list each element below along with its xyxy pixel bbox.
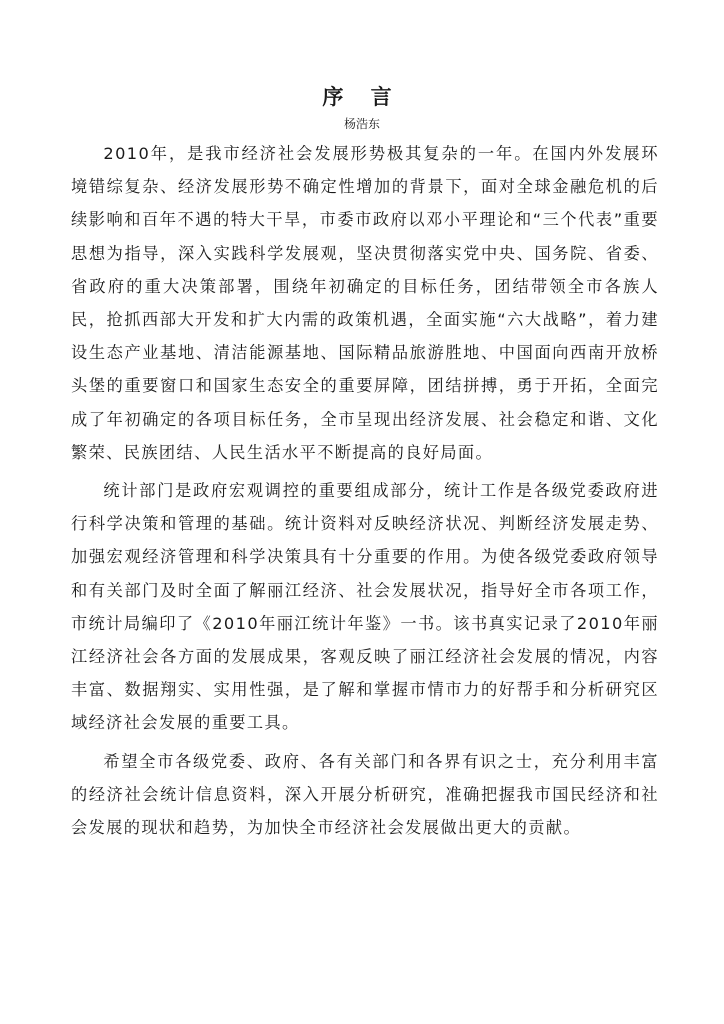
paragraph-1: 2010年，是我市经济社会发展形势极其复杂的一年。在国内外发展环境错综复杂、经济发展形势不确定性增加的背景下，面对全球金融危机的后续影响和百年不遇的特大干旱，市委市政府以邓小平理论和“三个代表”重要思想为指导，深入实践科学发展观，坚决贯彻落实党中央、国务院、省委、省政府的重大决策部署，围绕年初确定的目标任务，团结带领全市各族人民，抢抓西部大开发和扩大内需的政策机遇，全面实施“六大战略”，着力建设生态产业基地、清洁能源基地、国际精品旅游胜地、中国面向西南开放桥头堡的重要窗口和国家生态安全的重要屏障，团结拼搏，勇于开拓，全面完成了年初确定的各项目标任务，全市呈现出经济发展、社会稳定和谐、文化繁荣、民族团结、人民生活水平不断提高的良好局面。: [71, 144, 659, 462]
preface-body: [71, 137, 659, 844]
author-name: 杨浩东: [343, 117, 380, 131]
page-title: 序 言: [322, 84, 402, 109]
paragraph-2: 统计部门是政府宏观调控的重要组成部分，统计工作是各级党委政府进行科学决策和管理的基础。统计资料对反映经济状况、判断经济发展走势、加强宏观经济管理和科学决策具有十分重要的作用。为使各级党委政府领导和有关部门及时全面了解丽江经济、社会发展状况，指导好全市各项工作，市统计局编印了《2010年丽江统计年鉴》一书。该书真实记录了2010年丽江经济社会各方面的发展成果，客观反映了丽江经济社会发展的情况，内容丰富、数据翔实、实用性强，是了解和掌握市情市力的好帮手和分析研究区域经济社会发展的重要工具。: [71, 481, 659, 733]
paragraph-3: 希望全市各级党委、政府、各有关部门和各界有识之士，充分利用丰富的经济社会统计信息资料，深入开展分析研究，准确把握我市国民经济和社会发展的现状和趋势，为加快全市经济社会发展做出更大的贡献。: [71, 751, 659, 838]
